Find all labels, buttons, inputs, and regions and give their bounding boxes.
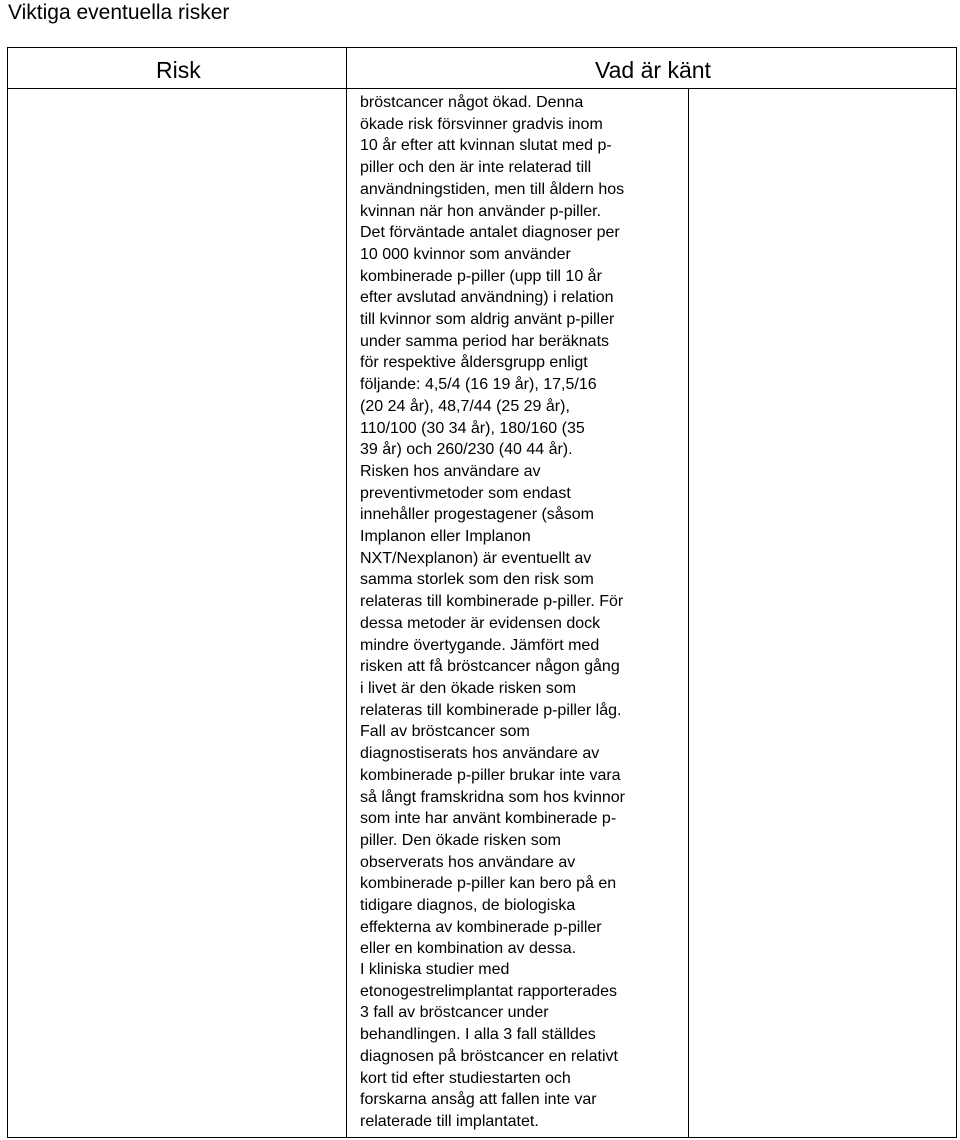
document-title: Viktiga eventuella risker — [8, 1, 230, 24]
body-paragraph-2: I kliniska studier med etonogestrelimplantat rapporterades 3 fall av bröstcancer under behandlingen. I alla 3 fall ställdes diagnosen på bröstcancer en relativt kort tid efter studiestarten och forskarna ansåg att fallen inte var relaterade till implantatet. — [360, 961, 618, 1130]
header-risk: Risk — [156, 57, 201, 83]
header-known: Vad är känt — [595, 57, 711, 83]
header-separator — [8, 88, 956, 89]
column-divider-left — [346, 48, 347, 1137]
risk-table — [7, 47, 957, 1138]
body-paragraph-1: bröstcancer något ökad. Denna ökade risk försvinner gradvis inom 10 år efter att kvinnan slutat med p- piller och den är inte relaterad till användningstiden, men till åldern hos kvinnan när hon använder p-piller. Det förväntade antalet diagnoser per 10 000 kvinnor som använder kombinerade p-piller (upp till 10 år efter avslutad användning) i relation till kvinnor som aldrig använt p-piller under samma period har beräknats för respektive åldersgrupp enligt följande: 4,5/4 (16 19 år), 17,5/16 (20 24 år), 48,7/44 (25 29 år), 110/100 (30 34 år), 180/160 (35 39 år) och 260/230 (40 44 år). Risken hos användare av preventivmetoder som endast innehåller progestagener (såsom Implanon eller Implanon NXT/Nexplanon) är eventuellt av samma storlek som den risk som relateras till kombinerade p-piller. För dessa metoder är evidensen dock mindre övertygande. Jämfört med risken att få bröstcancer någon gång i livet är den ökade risken som relateras till kombinerade p-piller låg. Fall av bröstcancer som diagnostiserats hos användare av kombinerade p-piller brukar inte vara så långt framskridna som hos kvinnor som inte har använt kombinerade p- piller. Den ökade risken som observerats hos användare av kombinerade p-piller kan bero på en tidigare diagnos, de biologiska effekterna av kombinerade p-piller eller en kombination av dessa. — [360, 94, 625, 958]
